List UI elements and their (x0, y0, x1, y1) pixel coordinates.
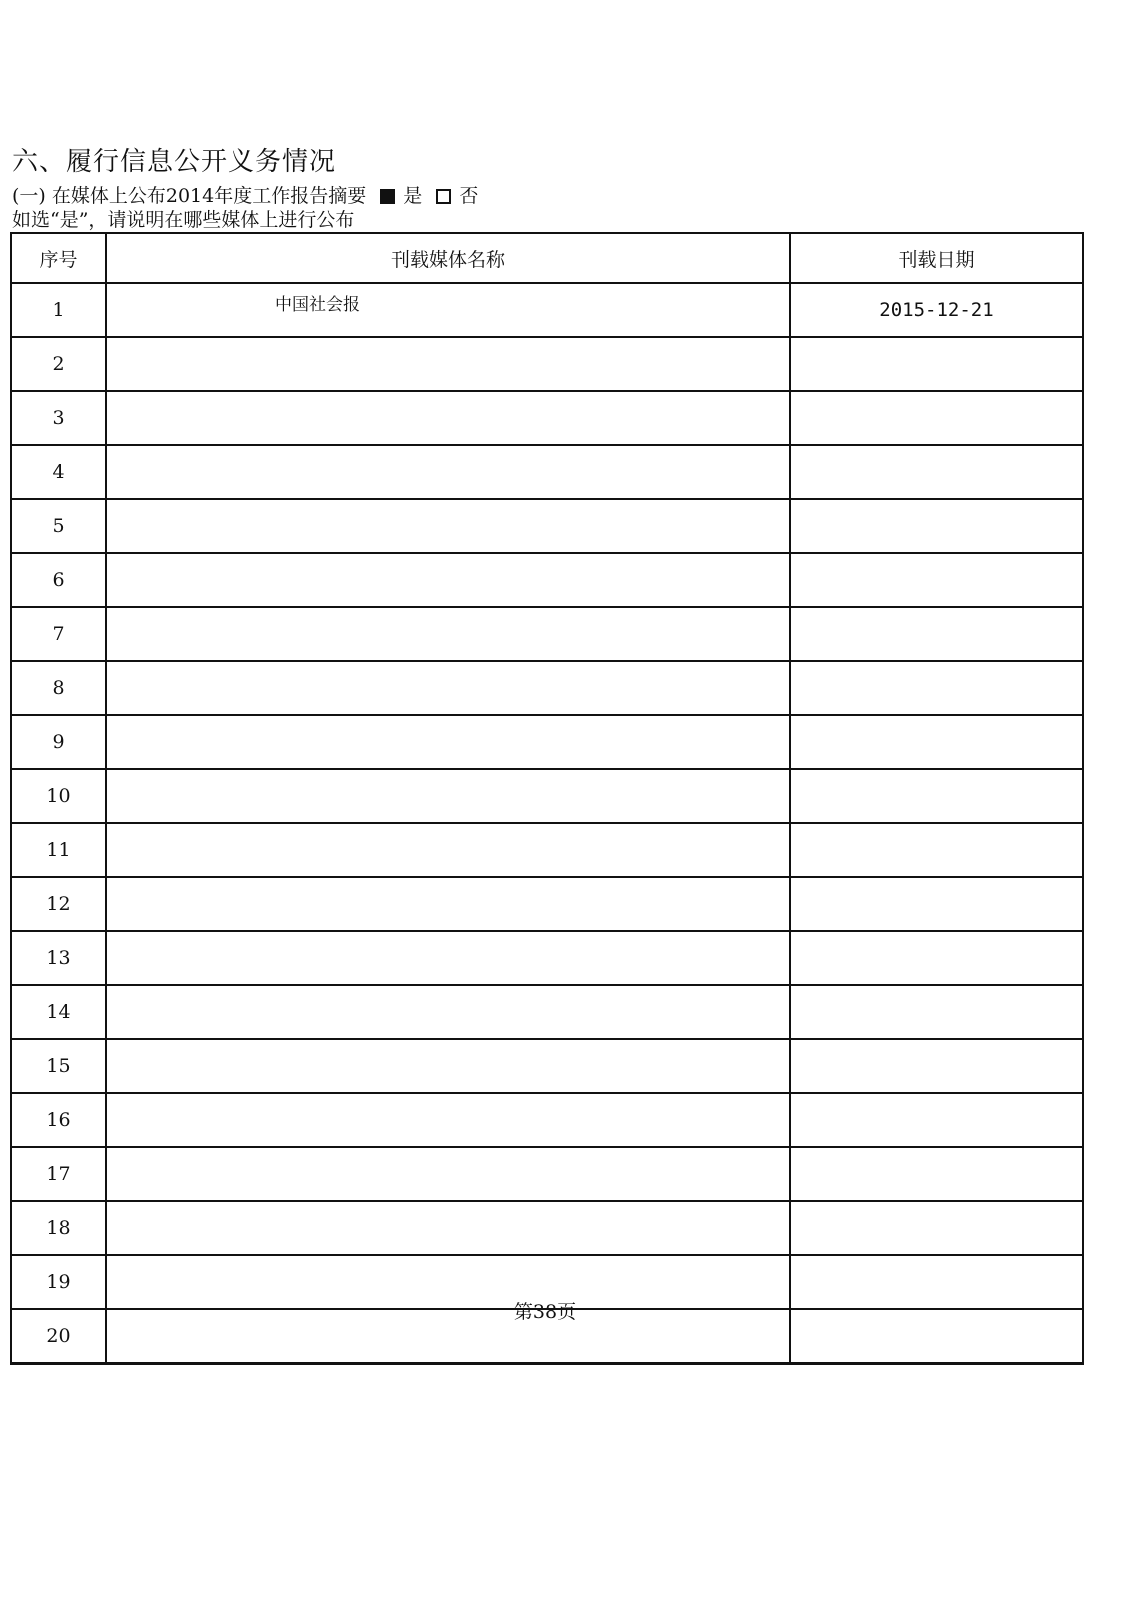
table-row (11, 877, 1083, 931)
table-row (11, 985, 1083, 1039)
publication-question-line (12, 184, 478, 208)
checkbox-yes-checked-icon[interactable] (380, 189, 395, 204)
row-serial-number: 3 (11, 391, 106, 445)
option-no[interactable] (436, 185, 478, 207)
media-table (10, 232, 1084, 1365)
row-serial-number: 2 (11, 337, 106, 391)
table-row (11, 823, 1083, 877)
row-serial-number: 1 (11, 283, 106, 337)
table-row (11, 607, 1083, 661)
row-publish-date[interactable] (790, 1147, 1083, 1201)
header-publish-date: 刊载日期 (790, 233, 1083, 283)
row-serial-number: 7 (11, 607, 106, 661)
row-serial-number: 11 (11, 823, 106, 877)
table-row (11, 715, 1083, 769)
row-media-name[interactable] (106, 877, 790, 931)
row-serial-number: 4 (11, 445, 106, 499)
row-media-name[interactable] (106, 661, 790, 715)
row-publish-date[interactable] (790, 607, 1083, 661)
option-no-label: 否 (459, 185, 479, 207)
table-row (11, 661, 1083, 715)
row-serial-number: 20 (11, 1309, 106, 1364)
row-serial-number: 5 (11, 499, 106, 553)
row-media-name[interactable] (106, 391, 790, 445)
row-media-name[interactable] (106, 1039, 790, 1093)
row-media-name[interactable] (106, 445, 790, 499)
instruction-text: 如选“是”，请说明在哪些媒体上进行公布 (12, 209, 355, 231)
table-body (11, 283, 1083, 1364)
page-number: 第38页 (513, 1301, 577, 1323)
row-serial-number: 17 (11, 1147, 106, 1201)
row-publish-date[interactable] (790, 661, 1083, 715)
row-media-name[interactable] (106, 931, 790, 985)
table-row (11, 553, 1083, 607)
row-media-name[interactable]: 中国社会报 (106, 283, 790, 337)
row-serial-number: 19 (11, 1255, 106, 1309)
table-row (11, 337, 1083, 391)
header-serial-number: 序号 (11, 233, 106, 283)
row-serial-number: 15 (11, 1039, 106, 1093)
row-serial-number: 14 (11, 985, 106, 1039)
row-publish-date[interactable] (790, 1039, 1083, 1093)
row-serial-number: 16 (11, 1093, 106, 1147)
table-row (11, 1093, 1083, 1147)
row-publish-date[interactable] (790, 1201, 1083, 1255)
table-header-row (11, 233, 1083, 283)
row-publish-date[interactable]: 2015-12-21 (790, 283, 1083, 337)
table-row (11, 391, 1083, 445)
row-media-name[interactable] (106, 337, 790, 391)
row-publish-date[interactable] (790, 877, 1083, 931)
row-publish-date[interactable] (790, 823, 1083, 877)
header-media-name: 刊载媒体名称 (106, 233, 790, 283)
row-media-name[interactable] (106, 769, 790, 823)
checkbox-no-empty-icon[interactable] (436, 189, 451, 204)
media-table-container (10, 232, 1082, 1365)
row-media-name[interactable] (106, 607, 790, 661)
row-media-name[interactable] (106, 1147, 790, 1201)
option-yes[interactable] (380, 185, 428, 207)
table-row (11, 931, 1083, 985)
row-publish-date[interactable] (790, 553, 1083, 607)
table-row (11, 499, 1083, 553)
table-row (11, 445, 1083, 499)
row-serial-number: 12 (11, 877, 106, 931)
row-serial-number: 9 (11, 715, 106, 769)
row-serial-number: 8 (11, 661, 106, 715)
row-publish-date[interactable] (790, 985, 1083, 1039)
row-media-name[interactable] (106, 1201, 790, 1255)
row-serial-number: 13 (11, 931, 106, 985)
row-media-name[interactable] (106, 823, 790, 877)
table-row (11, 283, 1083, 337)
row-media-name[interactable] (106, 1093, 790, 1147)
row-serial-number: 10 (11, 769, 106, 823)
section-title: 六、履行信息公开义务情况 (12, 147, 337, 177)
row-publish-date[interactable] (790, 931, 1083, 985)
row-publish-date[interactable] (790, 769, 1083, 823)
table-row (11, 1039, 1083, 1093)
row-serial-number: 18 (11, 1201, 106, 1255)
row-media-name[interactable] (106, 985, 790, 1039)
row-publish-date[interactable] (790, 499, 1083, 553)
row-publish-date[interactable] (790, 445, 1083, 499)
table-row (11, 1201, 1083, 1255)
row-serial-number: 6 (11, 553, 106, 607)
publication-question: (一) 在媒体上公布2014年度工作报告摘要 (12, 185, 367, 207)
table-row (11, 769, 1083, 823)
row-media-name[interactable] (106, 715, 790, 769)
option-yes-label: 是 (403, 185, 423, 207)
table-row (11, 1147, 1083, 1201)
row-media-name[interactable] (106, 553, 790, 607)
row-publish-date[interactable] (790, 337, 1083, 391)
row-publish-date[interactable] (790, 1093, 1083, 1147)
row-publish-date[interactable] (790, 391, 1083, 445)
row-media-name[interactable] (106, 499, 790, 553)
row-publish-date[interactable] (790, 715, 1083, 769)
